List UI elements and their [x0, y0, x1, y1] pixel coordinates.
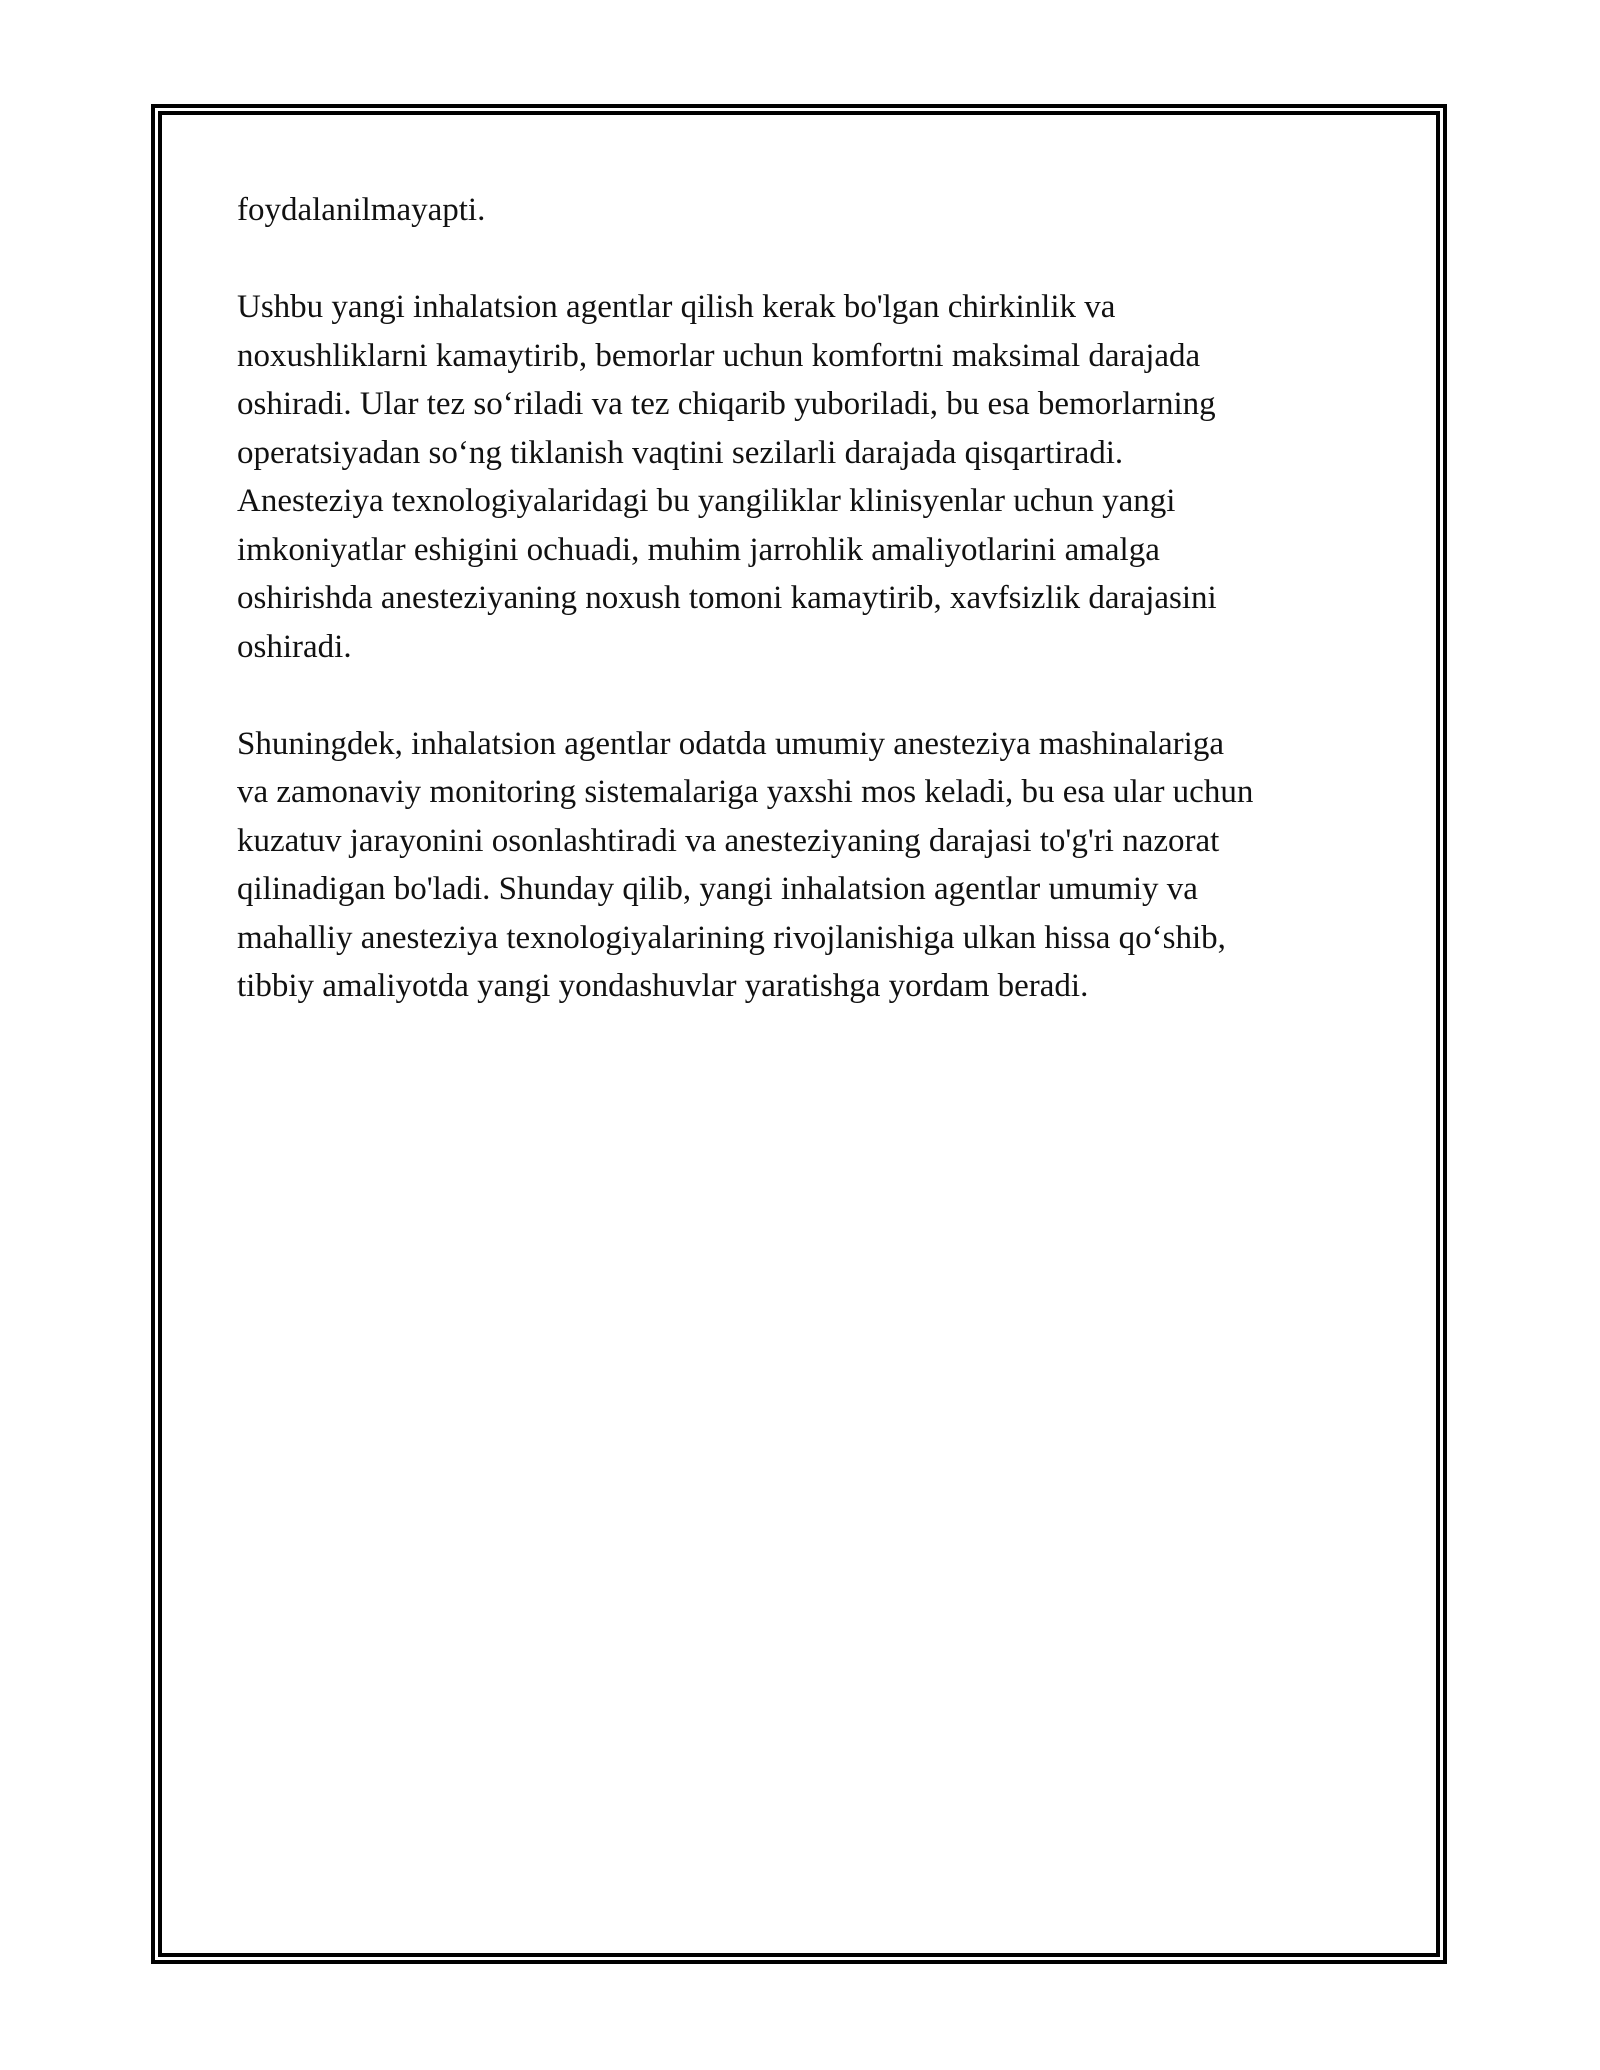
- paragraph-continuation: foydalanilmayapti.: [237, 192, 486, 228]
- document-body: [237, 186, 1377, 1059]
- paragraph-monitoring-compatibility: Shuningdek, inhalatsion agentlar odatda umumiy anesteziya mashinalariga va zamonaviy monitoring sistemalariga yaxshi mos keladi, bu esa ular uchun kuzatuv jarayonini osonlashtiradi va anesteziyaning darajasi to'g'ri nazorat qilinadigan bo'ladi. Shunday qilib, yangi inhalatsion agentlar umumiy va mahalliy anesteziya texnologiyalarining rivojlanishiga ulkan hissa qo‘shib, tibbiy amaliyotda yangi yondashuvlar yaratishga yordam beradi.: [237, 725, 1254, 1004]
- paragraph-inhalational-agents-benefits: Ushbu yangi inhalatsion agentlar qilish kerak bo'lgan chirkinlik va noxushliklarni kamaytirib, bemorlar uchun komfortni maksimal darajada oshiradi. Ular tez so‘riladi va tez chiqarib yuboriladi, bu esa bemorlarning operatsiyadan so‘ng tiklanish vaqtini sezilarli darajada qisqartiradi. Anesteziya texnologiyalaridagi bu yangiliklar klinisyenlar uchun yangi imkoniyatlar eshigini ochuadi, muhim jarrohlik amaliyotlarini amalga oshirishda anesteziyaning noxush tomoni kamaytirib, xavfsizlik darajasini oshiradi.: [237, 289, 1217, 665]
